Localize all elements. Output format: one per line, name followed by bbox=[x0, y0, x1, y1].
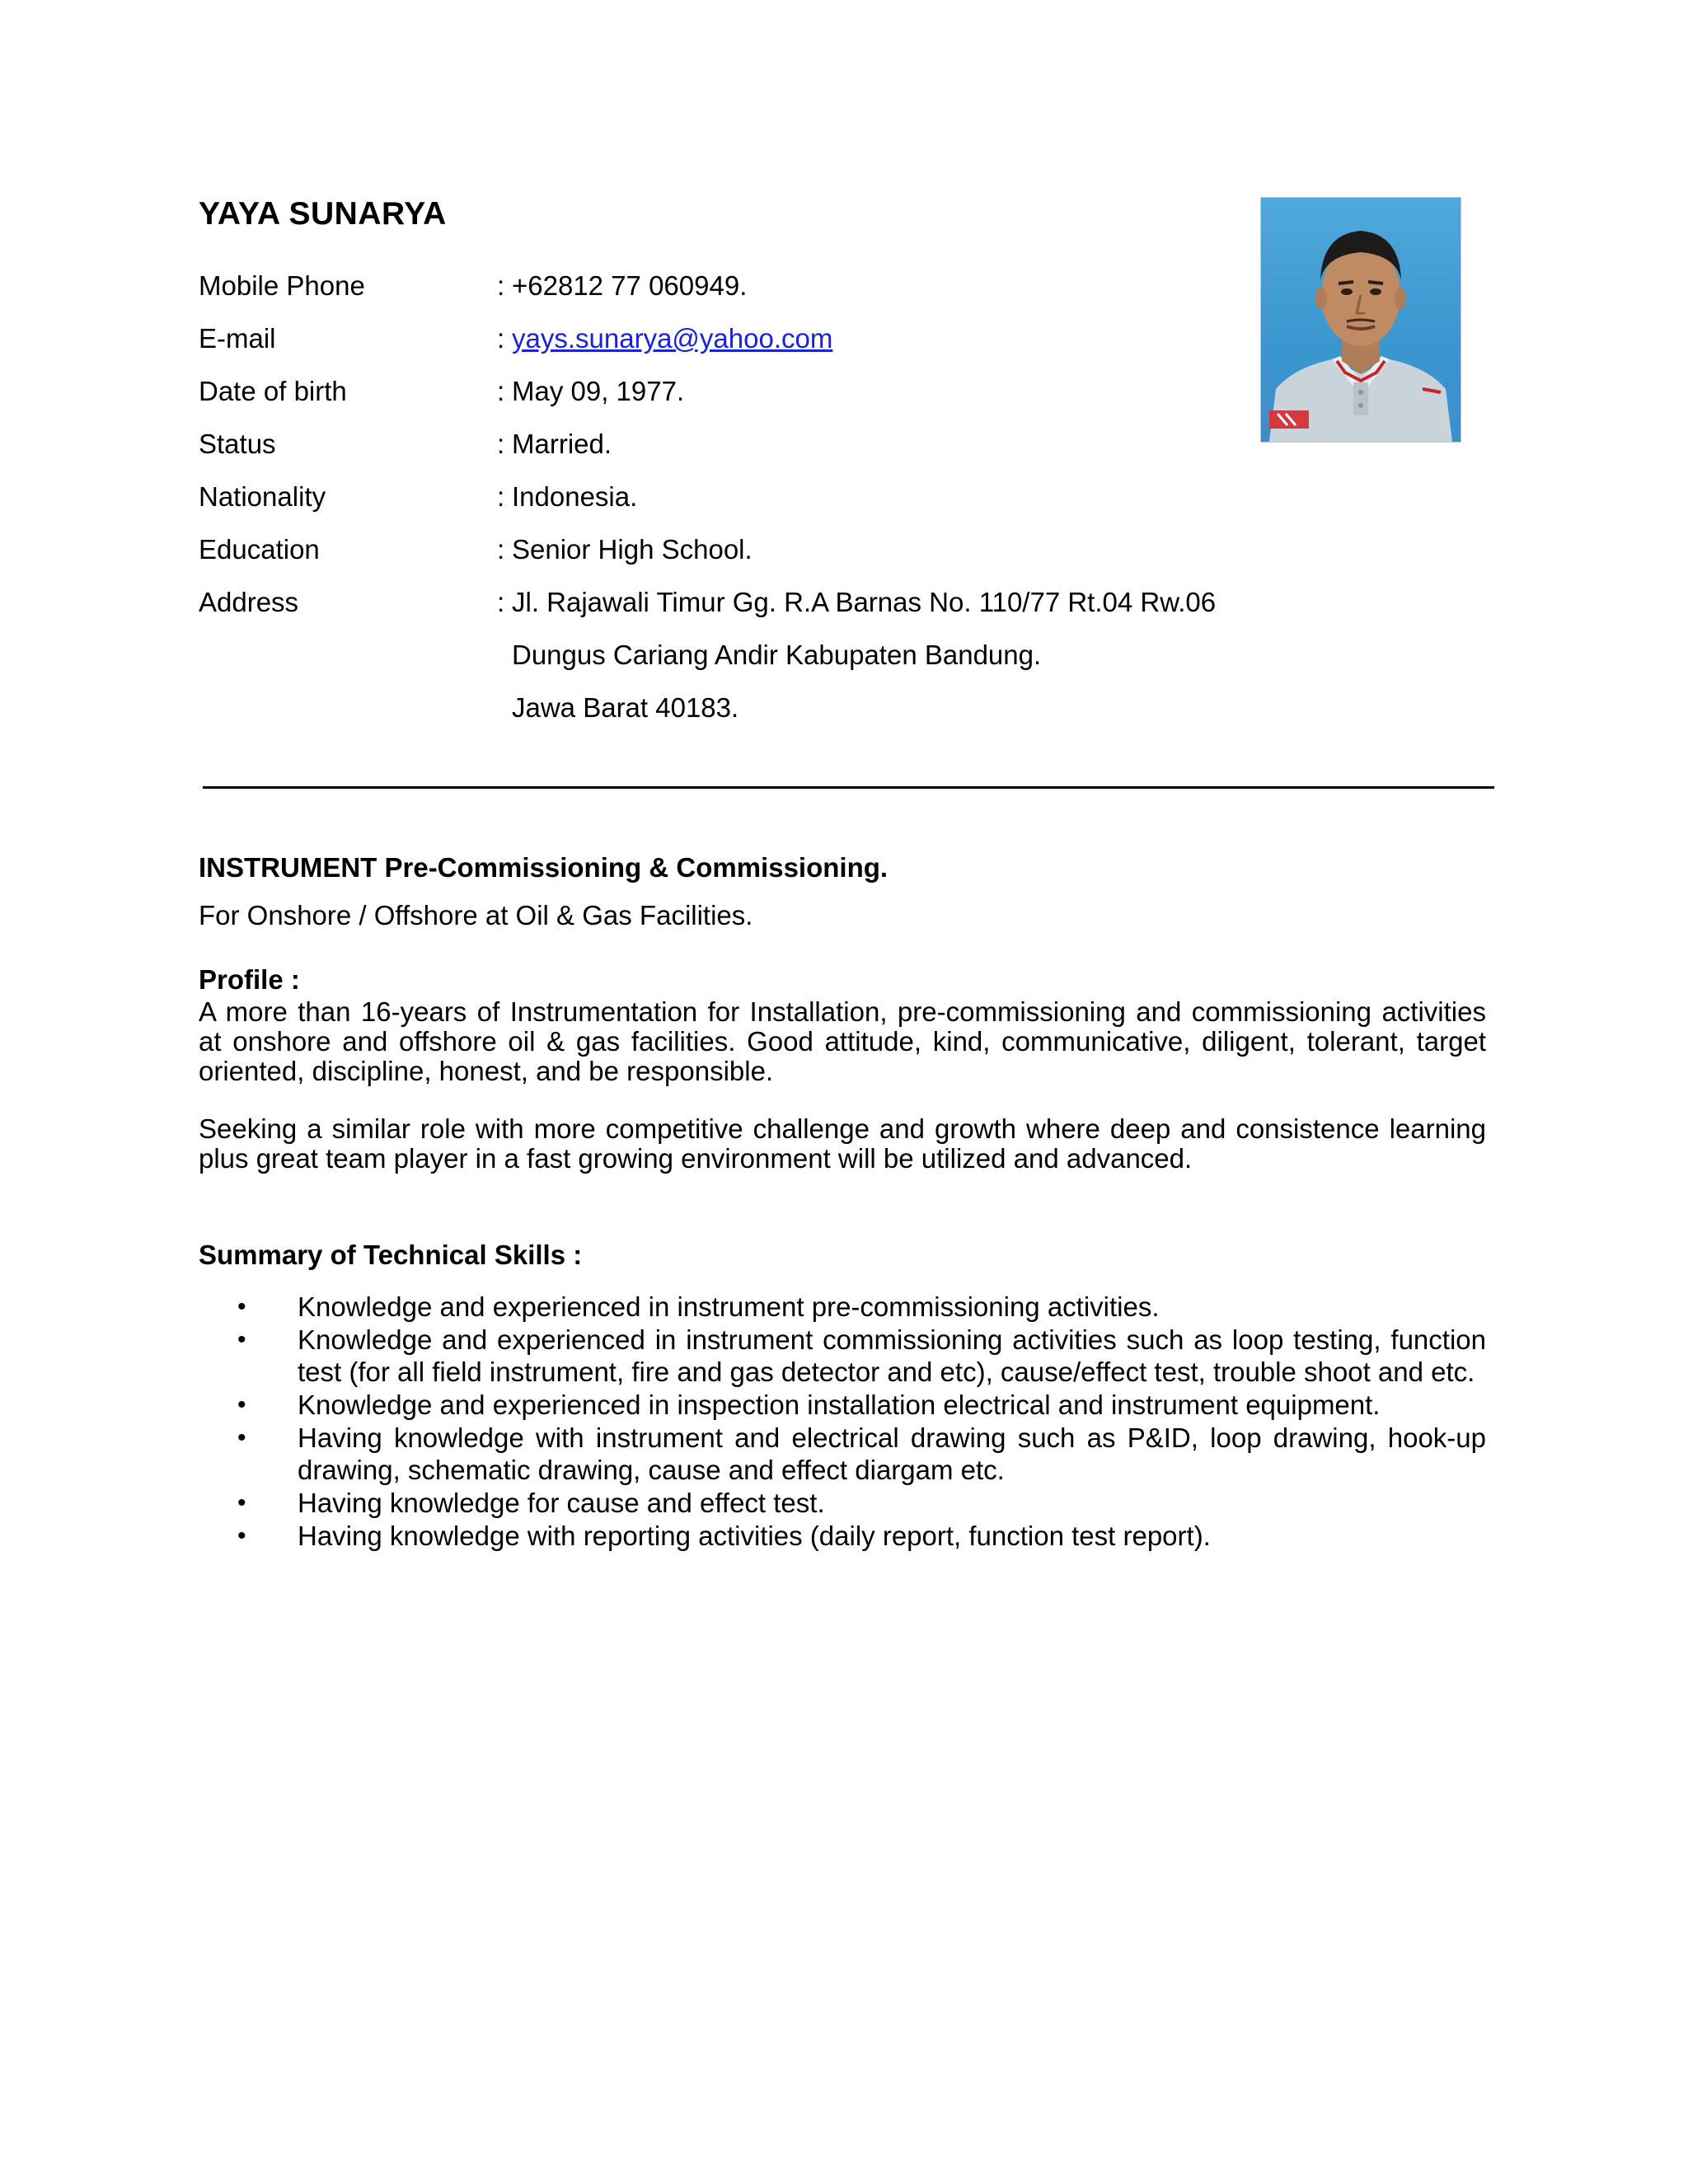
info-row-education bbox=[199, 532, 1270, 584]
list-item bbox=[199, 1389, 1486, 1421]
skill-text: Having knowledge with reporting activities (daily report, function test report). bbox=[298, 1521, 1211, 1551]
info-colon: : bbox=[497, 429, 505, 459]
address-line-2: Dungus Cariang Andir Kabupaten Bandung. bbox=[512, 640, 1042, 670]
info-colon: : bbox=[497, 376, 505, 406]
personal-info bbox=[199, 268, 1270, 743]
profile-paragraph: A more than 16-years of Instrumentation for Installation, pre-commissioning and commissioning activities at onshore and offshore oil & gas facilities. Good attitude, kind, communicative, diligent, tolerant, target oriented, discipline, honest, and be responsible. bbox=[199, 996, 1486, 1086]
info-row-mobile-phone bbox=[199, 268, 1270, 321]
education-value: Senior High School. bbox=[512, 534, 753, 565]
info-label: Education bbox=[199, 534, 320, 565]
info-label: Address bbox=[199, 587, 299, 617]
portrait-image bbox=[1261, 198, 1461, 442]
objective-paragraph: Seeking a similar role with more competitive challenge and growth where deep and consistence learning plus great team player in a fast growing environment will be utilized and advanced. bbox=[199, 1113, 1486, 1174]
skill-text: Having knowledge with instrument and electrical drawing such as P&ID, loop drawing, hook-up drawing, schematic drawing, cause and effect diargam etc. bbox=[298, 1422, 1486, 1485]
info-row-address bbox=[199, 584, 1270, 637]
list-item bbox=[199, 1422, 1486, 1486]
address-line-3: Jawa Barat 40183. bbox=[512, 692, 739, 723]
bullet-icon: • bbox=[237, 1522, 246, 1549]
info-label: Date of birth bbox=[199, 376, 347, 406]
status-value: Married. bbox=[512, 429, 612, 459]
phone-value: +62812 77 060949. bbox=[512, 270, 748, 301]
info-colon: : bbox=[497, 323, 505, 354]
info-row-date-of-birth bbox=[199, 373, 1270, 426]
info-label: E-mail bbox=[199, 323, 276, 354]
info-colon: : bbox=[497, 534, 505, 565]
skills-heading: Summary of Technical Skills : bbox=[199, 1240, 583, 1270]
list-item bbox=[199, 1487, 1486, 1519]
date-of-birth-value: May 09, 1977. bbox=[512, 376, 685, 406]
objective-headline: INSTRUMENT Pre-Commissioning & Commissioning. bbox=[199, 852, 889, 883]
profile-photo bbox=[1261, 198, 1461, 442]
address-continuation-row bbox=[199, 637, 1270, 690]
bullet-icon: • bbox=[237, 1326, 246, 1353]
info-label: Mobile Phone bbox=[199, 270, 365, 301]
skill-text: Having knowledge for cause and effect test. bbox=[298, 1488, 825, 1518]
info-label: Status bbox=[199, 429, 276, 459]
info-row-status bbox=[199, 426, 1270, 479]
email-link[interactable]: yays.sunarya@yahoo.com bbox=[512, 323, 833, 354]
list-item bbox=[199, 1520, 1486, 1552]
info-colon: : bbox=[497, 481, 505, 512]
info-colon: : bbox=[497, 587, 505, 617]
skills-list bbox=[199, 1291, 1486, 1553]
address-continuation-row bbox=[199, 690, 1270, 743]
objective-subline: For Onshore / Offshore at Oil & Gas Facilities. bbox=[199, 900, 753, 930]
bullet-icon: • bbox=[237, 1424, 246, 1451]
skill-text: Knowledge and experienced in instrument commissioning activities such as loop testing, function test (for all field instrument, fire and gas detector and etc), cause/effect test, trouble shoot and etc. bbox=[298, 1324, 1486, 1387]
info-colon: : bbox=[497, 270, 505, 301]
bullet-icon: • bbox=[237, 1391, 246, 1418]
info-row-email bbox=[199, 321, 1270, 373]
info-row-nationality bbox=[199, 479, 1270, 532]
section-divider bbox=[203, 786, 1494, 789]
address-line-1: Jl. Rajawali Timur Gg. R.A Barnas No. 110/77 Rt.04 Rw.06 bbox=[512, 587, 1217, 617]
bullet-icon: • bbox=[237, 1489, 246, 1516]
profile-heading: Profile : bbox=[199, 964, 300, 995]
candidate-name: YAYA SUNARYA bbox=[199, 196, 447, 232]
skill-text: Knowledge and experienced in inspection installation electrical and instrument equipment. bbox=[298, 1390, 1381, 1420]
nationality-value: Indonesia. bbox=[512, 481, 638, 512]
bullet-icon: • bbox=[237, 1293, 246, 1320]
list-item bbox=[199, 1291, 1486, 1323]
list-item bbox=[199, 1324, 1486, 1388]
email-value bbox=[512, 321, 832, 357]
info-label: Nationality bbox=[199, 481, 326, 512]
skill-text: Knowledge and experienced in instrument pre-commissioning activities. bbox=[298, 1291, 1160, 1322]
